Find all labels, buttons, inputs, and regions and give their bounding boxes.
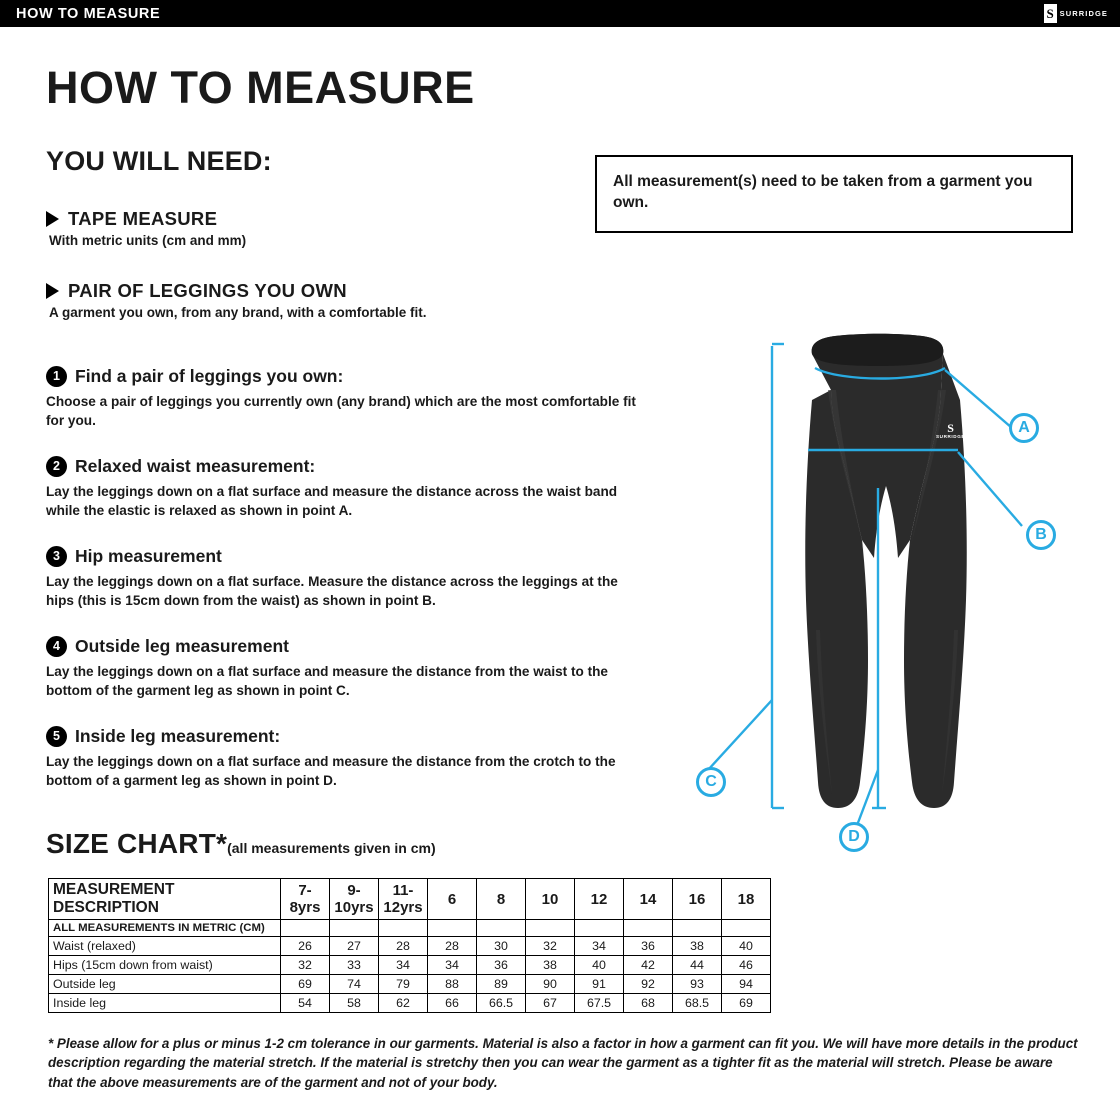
step-body: Lay the leggings down on a flat surface and measure the distance across the waist band while the elastic is relaxed as shown in point A.	[46, 484, 618, 519]
row-label: Hips (15cm down from waist)	[49, 956, 281, 975]
brand-logo	[996, 2, 1112, 25]
size-chart-title: SIZE CHART	[46, 828, 216, 859]
column-header-size: 14	[624, 879, 673, 920]
cell: 30	[477, 937, 526, 956]
step-body: Lay the leggings down on a flat surface. Measure the distance across the leggings at the hips (this is 15cm down from the waist) as shown in point B.	[46, 574, 618, 609]
step-number-badge: 2	[46, 456, 67, 477]
marker-a: A	[1009, 413, 1039, 443]
row-label: Outside leg	[49, 975, 281, 994]
marker-c: C	[696, 767, 726, 797]
table-row-metric-note	[49, 920, 771, 937]
cell: 69	[722, 994, 771, 1013]
cell: 32	[281, 956, 330, 975]
table-row	[49, 994, 771, 1013]
step-5	[46, 726, 646, 791]
size-chart-table	[48, 878, 771, 1013]
cell: 40	[722, 937, 771, 956]
column-header-size: 8	[477, 879, 526, 920]
column-header-description: MEASUREMENT DESCRIPTION	[49, 879, 281, 920]
cell: 44	[673, 956, 722, 975]
size-chart-note: (all measurements given in cm)	[227, 840, 436, 856]
garment-brand-mark: S SURRIDGE	[936, 421, 966, 439]
row-label: Waist (relaxed)	[49, 937, 281, 956]
column-header-size: 7-8yrs	[281, 879, 330, 920]
table-header-row	[49, 879, 771, 920]
cell: 79	[379, 975, 428, 994]
cell: 34	[379, 956, 428, 975]
step-number-badge: 3	[46, 546, 67, 567]
column-header-size: 9-10yrs	[330, 879, 379, 920]
cell: 90	[526, 975, 575, 994]
step-number-badge: 1	[46, 366, 67, 387]
need-item-leggings	[46, 280, 427, 320]
you-will-need-heading: YOU WILL NEED:	[46, 146, 272, 176]
cell: 34	[428, 956, 477, 975]
cell: 46	[722, 956, 771, 975]
cell: 94	[722, 975, 771, 994]
brand-logo-mark: S	[1044, 4, 1057, 23]
leggings-shape	[805, 334, 967, 808]
step-3	[46, 546, 646, 611]
footnote-text: * Please allow for a plus or minus 1-2 cm tolerance in our garments. Material is also a factor in how a garment can fit you. We will have more details in the product description regarding the material stretch. If the material is stretchy then you can wear the garment as a tighter fit as the material will stretch. Please be aware that the above measurements are of the garment and not of your body.	[48, 1036, 1078, 1090]
column-header-size: 16	[673, 879, 722, 920]
callout-text: All measurement(s) need to be taken from a garment you own.	[613, 173, 1033, 212]
leggings-illustration-svg	[660, 330, 1100, 870]
step-1	[46, 366, 646, 431]
cell: 92	[624, 975, 673, 994]
step-title: Find a pair of leggings you own:	[75, 366, 344, 386]
table-row	[49, 975, 771, 994]
cell: 34	[575, 937, 624, 956]
cell: 38	[673, 937, 722, 956]
marker-b: B	[1026, 520, 1056, 550]
cell: 27	[330, 937, 379, 956]
page-title: HOW TO MEASURE	[46, 62, 475, 113]
column-header-size: 6	[428, 879, 477, 920]
cell: 89	[477, 975, 526, 994]
cell: 67	[526, 994, 575, 1013]
step-number-badge: 4	[46, 636, 67, 657]
cell: 40	[575, 956, 624, 975]
cell: 28	[428, 937, 477, 956]
top-bar-title: HOW TO MEASURE	[16, 6, 161, 22]
step-4	[46, 636, 646, 701]
cell: 66	[428, 994, 477, 1013]
cell: 32	[526, 937, 575, 956]
step-title: Outside leg measurement	[75, 636, 289, 656]
need-item-tape-measure	[46, 208, 246, 248]
triangle-bullet-icon	[46, 283, 59, 299]
cell: 66.5	[477, 994, 526, 1013]
step-title: Relaxed waist measurement:	[75, 456, 316, 476]
top-bar	[0, 0, 1120, 27]
step-body: Lay the leggings down on a flat surface and measure the distance from the waist to the bottom of the garment leg as shown in point C.	[46, 664, 608, 699]
cell: 28	[379, 937, 428, 956]
step-2	[46, 456, 646, 521]
cell: 88	[428, 975, 477, 994]
callout-box	[595, 155, 1073, 233]
need-title: PAIR OF LEGGINGS YOU OWN	[68, 280, 347, 301]
cell: 68	[624, 994, 673, 1013]
need-title: TAPE MEASURE	[68, 208, 218, 229]
step-title: Inside leg measurement:	[75, 726, 281, 746]
metric-note-label: ALL MEASUREMENTS IN METRIC (CM)	[49, 920, 281, 937]
need-subtitle: A garment you own, from any brand, with a comfortable fit.	[49, 305, 427, 320]
cell: 67.5	[575, 994, 624, 1013]
step-number-badge: 5	[46, 726, 67, 747]
cell: 33	[330, 956, 379, 975]
cell: 68.5	[673, 994, 722, 1013]
cell: 74	[330, 975, 379, 994]
table-row	[49, 937, 771, 956]
need-subtitle: With metric units (cm and mm)	[49, 233, 247, 248]
column-header-size: 18	[722, 879, 771, 920]
column-header-size: 11-12yrs	[379, 879, 428, 920]
triangle-bullet-icon	[46, 211, 59, 227]
cell: 36	[477, 956, 526, 975]
leggings-diagram	[660, 330, 1100, 870]
cell: 38	[526, 956, 575, 975]
cell: 58	[330, 994, 379, 1013]
cell: 54	[281, 994, 330, 1013]
step-body: Choose a pair of leggings you currently own (any brand) which are the most comfortable fit for you.	[46, 394, 636, 429]
cell: 69	[281, 975, 330, 994]
step-body: Lay the leggings down on a flat surface and measure the distance from the crotch to the bottom of a garment leg as shown in point D.	[46, 754, 616, 789]
cell: 26	[281, 937, 330, 956]
row-label: Inside leg	[49, 994, 281, 1013]
cell: 36	[624, 937, 673, 956]
cell: 93	[673, 975, 722, 994]
marker-d: D	[839, 822, 869, 852]
column-header-size: 10	[526, 879, 575, 920]
table-row	[49, 956, 771, 975]
brand-logo-wordmark: SURRIDGE	[1059, 9, 1108, 18]
size-chart-asterisk: *	[216, 828, 228, 859]
column-header-size: 12	[575, 879, 624, 920]
step-title: Hip measurement	[75, 546, 222, 566]
cell: 91	[575, 975, 624, 994]
cell: 42	[624, 956, 673, 975]
size-chart-heading	[46, 828, 436, 860]
cell: 62	[379, 994, 428, 1013]
